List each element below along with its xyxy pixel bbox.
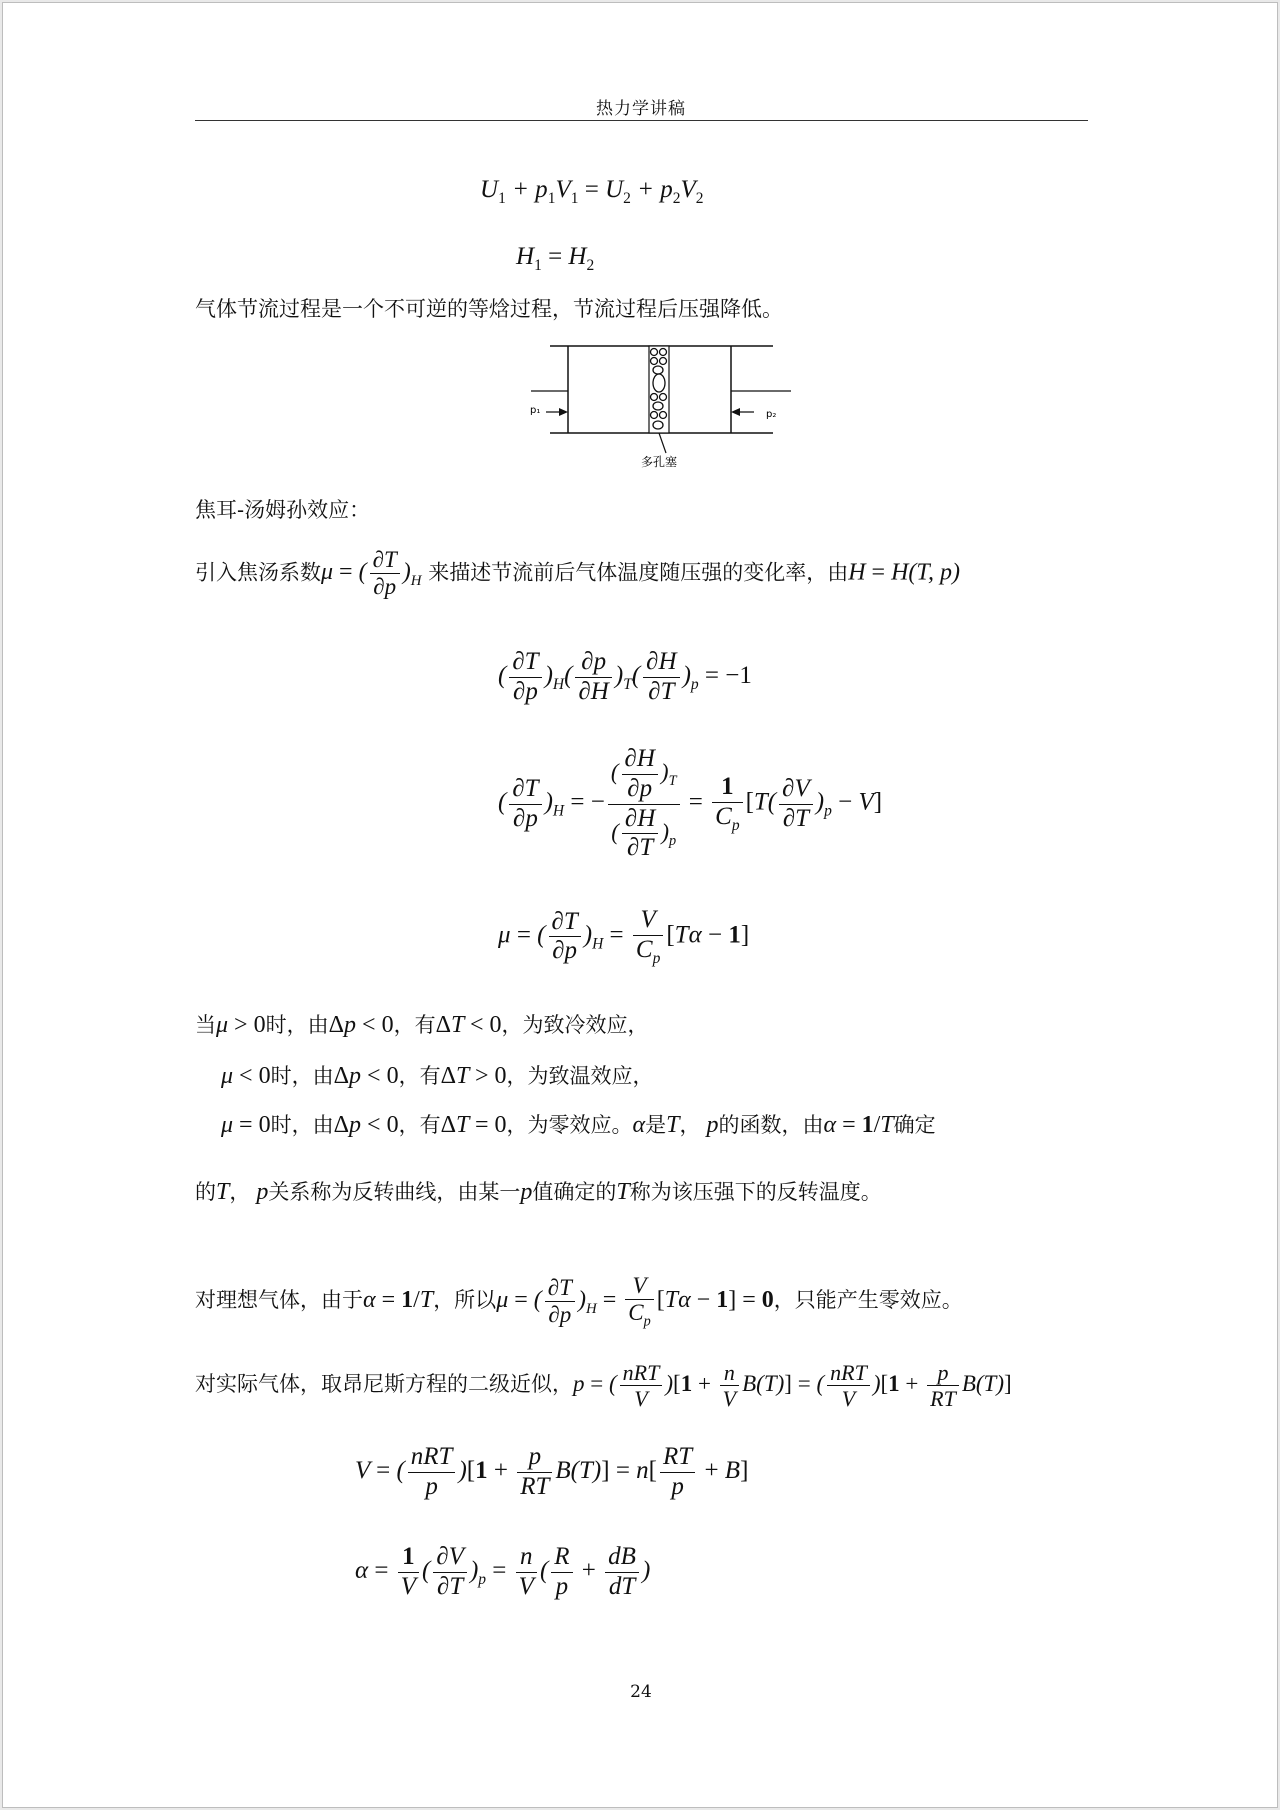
case3-b: ，有 bbox=[398, 1113, 441, 1137]
left-pressure-arrow bbox=[546, 408, 568, 416]
case-zero: μ = 0时，由Δp < 0，有ΔT = 0，为零效应。α是T， p的函数，由α = 1/T确定 bbox=[221, 1112, 936, 1138]
label-p2: p₂ bbox=[766, 409, 777, 420]
intro-prefix: 引入焦汤系数 bbox=[195, 560, 321, 585]
label-p1: p₁ bbox=[530, 405, 541, 416]
equation-energy-balance: $U_1 + p_1V_1 = U_2 + p_2V_2$ bbox=[480, 176, 704, 207]
right-pressure-arrow bbox=[731, 408, 754, 416]
porous-plug bbox=[649, 346, 669, 433]
real-gas-line: 对实际气体，取昂尼斯方程的二级近似，p = ( $\frac{\text{nRT}}{V}$ )[1 + $\frac{n}{V}$ B(T)] = ( $\frac{\text{nRT}}{V}$ )[1 + $\frac{p}{RT}$ B(T)] bbox=[195, 1360, 1012, 1412]
inversion-d: 值确定的 bbox=[532, 1180, 617, 1204]
case1-prefix: 当 bbox=[195, 1013, 216, 1037]
case3-e: ， bbox=[679, 1113, 701, 1137]
equation-alpha: α = $\frac{1}{V}$ ( $\frac{\partial V}{\partial T}$ )$_p$ = $\frac{n}{V}$ ( $\frac{R}{p}$ + $\frac{dB}{dT}$ ) bbox=[355, 1543, 651, 1600]
plug-label: 多孔塞 bbox=[641, 455, 678, 469]
ideal-prefix: 对理想气体，由于 bbox=[195, 1288, 363, 1313]
ideal-suffix: ，只能产生零效应。 bbox=[773, 1288, 963, 1313]
inversion-a: 的 bbox=[195, 1180, 216, 1204]
equation-mu-derivation: ( $\frac{\partial T}{\partial p}$ )$_H$ = − ( $\frac{\partial H}{\partial p}$ )$_T$ ( $\frac{\partial H}{\partial T}$ )$_p$ = $\frac{1}{C_p}$ [T( $\frac{\partial V}{\partial T}$ )$_p - V$] bbox=[498, 745, 883, 862]
case1-b: ，有 bbox=[393, 1013, 436, 1037]
case2-a: 时，由 bbox=[270, 1064, 334, 1088]
header-rule bbox=[195, 120, 1088, 121]
case2-c: ，为致温效应， bbox=[506, 1064, 654, 1088]
case2-b: ，有 bbox=[398, 1064, 441, 1088]
case1-c: ，为致冷效应， bbox=[501, 1013, 649, 1037]
plug-leader-line bbox=[659, 433, 666, 453]
case3-c: ，为零效应。 bbox=[506, 1113, 633, 1137]
throttling-diagram bbox=[528, 341, 798, 473]
ideal-mid: ，所以 bbox=[433, 1288, 497, 1313]
real-prefix: 对实际气体，取昂尼斯方程的二级近似， bbox=[195, 1372, 573, 1397]
equation-mu-result: μ = ( $\frac{\partial T}{\partial p}$ )$_H$ = $\frac{V}{C_p}$ [Tα − 1] bbox=[498, 906, 750, 967]
inversion-b: ， bbox=[229, 1180, 251, 1204]
joule-thomson-heading: 焦耳-汤姆孙效应： bbox=[195, 498, 371, 522]
case3-a: 时，由 bbox=[270, 1113, 334, 1137]
case1-a: 时，由 bbox=[265, 1013, 329, 1037]
equation-cyclic-relation: ( $\frac{\partial T}{\partial p}$ )$_H$( $\frac{\partial p}{\partial H}$ )$_T$( $\frac{\partial H}{\partial T}$ )$_p = -1$ bbox=[498, 648, 752, 705]
document-page bbox=[2, 2, 1278, 1808]
ideal-gas-line: 对理想气体，由于α = 1/T，所以μ = ( $\frac{\partial T}{\partial p}$ )$_H$ = $\frac{V}{C_p}$ [Tα − 1] = 0，只能产生零效应。 bbox=[195, 1273, 963, 1331]
inversion-c: 关系称为反转曲线，由某一 bbox=[268, 1180, 521, 1204]
case3-f: 的函数，由 bbox=[718, 1113, 824, 1137]
case3-g: 确定 bbox=[893, 1113, 936, 1137]
page-number: 24 bbox=[630, 1682, 652, 1702]
intro-line: 引入焦汤系数μ = ( $\frac{\partial T}{\partial p}$ )$_H$ 来描述节流前后气体温度随压强的变化率，由H = H(T, p) bbox=[195, 547, 960, 600]
equation-volume: V = ( $\frac{\text{nRT}}{p}$ )[1 + $\frac{p}{RT}$ B(T)] = n[ $\frac{RT}{p}$ + B] bbox=[355, 1443, 749, 1500]
header-title: 热力学讲稿 bbox=[596, 99, 686, 119]
case-cooling: 当μ > 0时，由Δp < 0，有ΔT < 0，为致冷效应， bbox=[195, 1012, 649, 1038]
inversion-curve-line: 的T， p关系称为反转曲线，由某一p值确定的T称为该压强下的反转温度。 bbox=[195, 1179, 882, 1205]
case3-d: 是 bbox=[645, 1113, 667, 1137]
intro-mid: 来描述节流前后气体温度随压强的变化率，由 bbox=[428, 560, 849, 585]
equation-enthalpy-equal: $H_1 = H_2$ bbox=[516, 243, 595, 274]
throttling-paragraph: 气体节流过程是一个不可逆的等焓过程，节流过程后压强降低。 bbox=[195, 297, 783, 321]
case-heating: μ < 0时，由Δp < 0，有ΔT > 0，为致温效应， bbox=[221, 1063, 654, 1089]
inversion-e: 称为该压强下的反转温度。 bbox=[629, 1180, 882, 1204]
